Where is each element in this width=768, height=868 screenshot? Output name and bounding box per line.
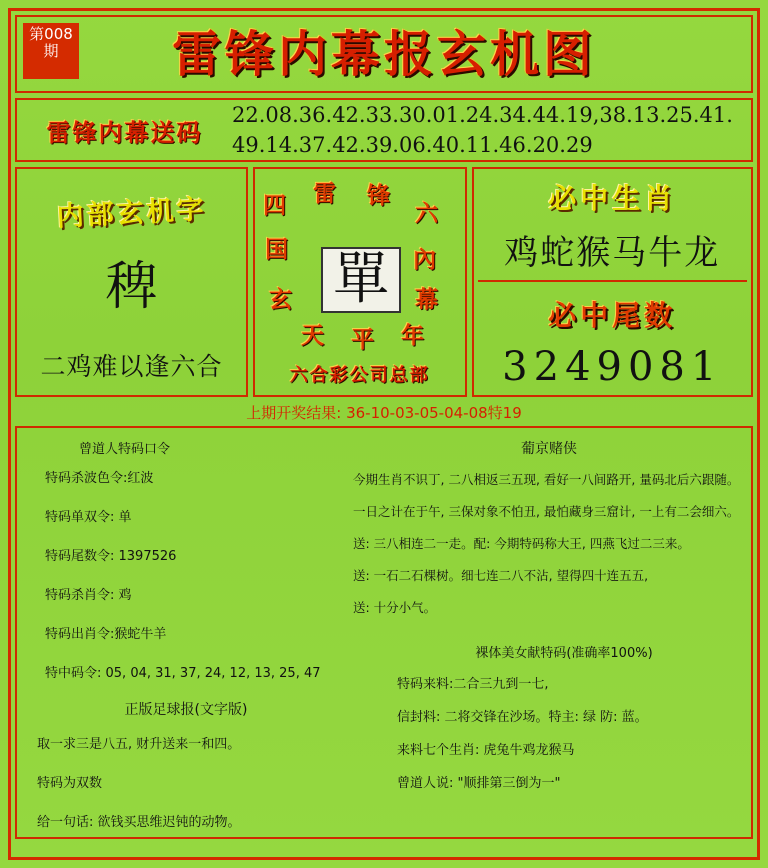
bottom-text-box bbox=[15, 426, 753, 839]
bottom-left-heading: 曾道人特码口令 bbox=[79, 442, 171, 457]
numbers-row-1: 22.08.36.42.33.30.01.24.34.44.19,38.13.25.41. bbox=[232, 103, 733, 127]
bottom-right-column bbox=[345, 436, 745, 829]
last-draw-result bbox=[15, 403, 753, 423]
panel-right-zodiacs: 鸡蛇猴马牛龙 bbox=[504, 233, 721, 273]
panels-row bbox=[15, 167, 753, 397]
poster-outer-frame bbox=[8, 8, 760, 860]
bottom-left-line-5: 特中码令: 05, 04, 31, 37, 24, 12, 13, 25, 47 bbox=[45, 666, 321, 681]
panel-right-title-1: 必中生肖 bbox=[548, 182, 677, 215]
header-banner bbox=[15, 15, 753, 93]
bottom-left-paragraph-0: 取一求三是八五, 财升送来一和四。 bbox=[37, 737, 241, 752]
bottom-right-line2-3: 曾道人说: "顺排第三倒为一" bbox=[397, 776, 561, 791]
scatter-char-9: 平 bbox=[351, 327, 375, 353]
numbers-band bbox=[15, 98, 753, 162]
bottom-left-paragraph-2: 给一句话: 欲钱买思维迟钝的动物。 bbox=[37, 815, 241, 830]
bottom-right-heading-2: 裸体美女献特码(准确率100%) bbox=[475, 646, 653, 661]
bottom-right-line2-0: 特码来料:二合三九到一七, bbox=[397, 677, 549, 692]
bottom-left-line-0: 特码杀波色令:红波 bbox=[45, 471, 154, 486]
panel-left-footer: 二鸡难以逢六合 bbox=[40, 352, 223, 381]
scatter-char-2: 锋 bbox=[367, 183, 391, 209]
panel-right-divider bbox=[478, 280, 748, 282]
numbers-band-label: 雷锋内幕送码 bbox=[46, 118, 203, 147]
scatter-char-8: 天 bbox=[301, 323, 325, 349]
last-draw-label: 上期开奖结果: bbox=[246, 404, 342, 422]
last-draw-value: 36-10-03-05-04-08特19 bbox=[346, 404, 522, 422]
scatter-char-10: 年 bbox=[401, 323, 425, 349]
bottom-right-heading: 葡京赌侠 bbox=[521, 441, 577, 457]
bottom-left-column bbox=[23, 436, 345, 829]
scatter-char-5: 內 bbox=[413, 247, 437, 273]
panel-left-subtitle: 内部玄机字 bbox=[56, 194, 208, 233]
panel-inner-secret-word bbox=[15, 167, 248, 397]
bottom-left-line-4: 特码出肖令:猴蛇牛羊 bbox=[45, 627, 167, 642]
bottom-left-paragraph-1: 特码为双数 bbox=[37, 776, 103, 791]
scatter-char-3: 六 bbox=[415, 201, 439, 227]
bottom-right-line2-1: 信封料: 二将交锋在沙场。特主: 绿 防: 蓝。 bbox=[397, 710, 648, 725]
panel-mid-footer: 六合彩公司总部 bbox=[289, 365, 430, 386]
scatter-char-7: 玄 bbox=[269, 287, 293, 313]
bottom-right-line-1: 一日之计在于午, 三保对象不怕丑, 最怕藏身三窟计, 一上有二会细六。 bbox=[353, 504, 740, 519]
scatter-char-6: 幕 bbox=[415, 287, 439, 313]
numbers-row-2: 49.14.37.42.39.06.40.11.46.20.29 bbox=[232, 133, 593, 157]
panel-single-double bbox=[253, 167, 466, 397]
panel-left-big-word: 稗 bbox=[105, 257, 158, 317]
page-title: 雷锋内幕报玄机图 bbox=[171, 26, 596, 83]
bottom-right-line-3: 送: 一石二石棵树。细七连二八不沾, 望得四十连五五, bbox=[353, 568, 649, 583]
scatter-char-0: 四 bbox=[263, 193, 287, 219]
numbers-band-values bbox=[232, 100, 751, 160]
bottom-left-line-1: 特码单双令: 单 bbox=[45, 510, 132, 525]
bottom-right-line-2: 送: 三八相连二一走。配: 今期特码称大王, 四燕飞过二三来。 bbox=[353, 536, 690, 551]
panel-zodiac-tails bbox=[472, 167, 754, 397]
panel-right-tail-numbers: 3249081 bbox=[502, 344, 723, 390]
panel-right-title-2: 必中尾数 bbox=[548, 299, 677, 332]
bottom-left-line-2: 特码尾数令: 1397526 bbox=[45, 549, 177, 564]
bottom-right-line-0: 今期生肖不识丁, 二八相返三五现, 看好一八间路开, 量码北后六跟随。 bbox=[353, 472, 740, 487]
bottom-right-line2-2: 来料七个生肖: 虎兔牛鸡龙猴马 bbox=[397, 743, 575, 758]
scatter-char-1: 雷 bbox=[313, 181, 337, 207]
bottom-left-heading-2: 正版足球报(文字版) bbox=[124, 702, 248, 718]
issue-badge: 第008期 bbox=[23, 23, 79, 79]
bottom-right-line-4: 送: 十分小气。 bbox=[353, 600, 437, 615]
bottom-left-line-3: 特码杀肖令: 鸡 bbox=[45, 588, 132, 603]
panel-mid-single-word: 單 bbox=[321, 247, 401, 313]
scatter-char-4: 国 bbox=[265, 237, 289, 263]
